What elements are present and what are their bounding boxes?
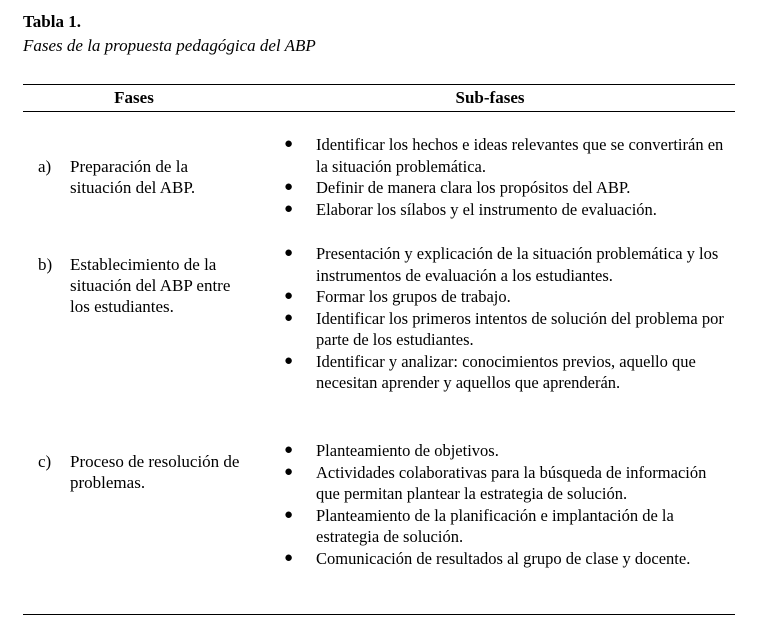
subfase-text: Identificar los hechos e ideas relevantes que se convertirán en la situación problemática.	[316, 135, 724, 176]
subfases-list-b	[284, 243, 724, 394]
table-caption-title: Tabla 1.	[23, 12, 81, 31]
bullet-icon: ●	[284, 506, 294, 523]
subfase-text: Identificar los primeros intentos de solución del problema por parte de los estudiantes.	[316, 308, 724, 349]
phase-label: Proceso de resolución de problemas.	[70, 452, 240, 492]
phase-letter: a)	[38, 157, 52, 176]
subfase-text: Identificar y analizar: conocimientos previos, aquello que necesitan aprender y aquellos que aprenderán.	[316, 351, 696, 392]
column-header-subfases: Sub-fases	[455, 88, 525, 107]
subfase-text: Definir de manera clara los propósitos del ABP.	[316, 178, 631, 197]
table-top-rule	[23, 84, 735, 85]
subfase-item	[284, 505, 724, 548]
subfase-item	[284, 308, 724, 351]
bullet-icon: ●	[284, 442, 294, 458]
phase-letter: b)	[38, 255, 53, 274]
subfase-text: Presentación y explicación de la situación problemática y los instrumentos de evaluación a los estudiantes.	[316, 244, 719, 285]
subfase-item	[284, 548, 724, 570]
table-caption-subtitle: Fases de la propuesta pedagógica del ABP	[23, 36, 316, 55]
subfase-text: Formar los grupos de trabajo.	[316, 287, 511, 306]
subfases-list-a	[284, 134, 724, 220]
subfase-item	[284, 440, 724, 462]
bullet-icon: ●	[284, 288, 294, 304]
subfase-item	[284, 351, 724, 394]
subfase-text: Actividades colaborativas para la búsqueda de información que permitan plantear la estrategia de solución.	[316, 462, 707, 503]
table-bottom-rule	[23, 614, 735, 615]
phase-letter: c)	[38, 452, 52, 471]
subfase-text: Comunicación de resultados al grupo de clase y docente.	[316, 548, 691, 568]
bullet-icon: ●	[284, 200, 294, 217]
subfase-text: Elaborar los sílabos y el instrumento de evaluación.	[316, 199, 657, 219]
subfase-item	[284, 243, 724, 286]
subfase-item	[284, 177, 724, 199]
column-header-fases: Fases	[114, 88, 154, 107]
subfase-text: Planteamiento de la planificación e implantación de la estrategia de solución.	[316, 505, 674, 546]
subfase-item	[284, 199, 724, 221]
table-header-rule	[23, 111, 735, 112]
bullet-icon: ●	[284, 309, 294, 326]
bullet-icon: ●	[284, 549, 294, 566]
bullet-icon: ●	[284, 179, 294, 195]
bullet-icon: ●	[284, 136, 294, 152]
bullet-icon: ●	[284, 352, 294, 369]
phase-label: Preparación de la situación del ABP.	[70, 157, 196, 197]
subfase-text: Planteamiento de objetivos.	[316, 441, 499, 460]
subfase-item	[284, 286, 724, 308]
subfase-item	[284, 462, 724, 505]
subfase-item	[284, 134, 724, 177]
subfases-list-c	[284, 440, 724, 569]
bullet-icon: ●	[284, 463, 294, 480]
bullet-icon: ●	[284, 245, 294, 261]
phase-label: Establecimiento de la situación del ABP entre los estudiantes.	[70, 255, 231, 316]
